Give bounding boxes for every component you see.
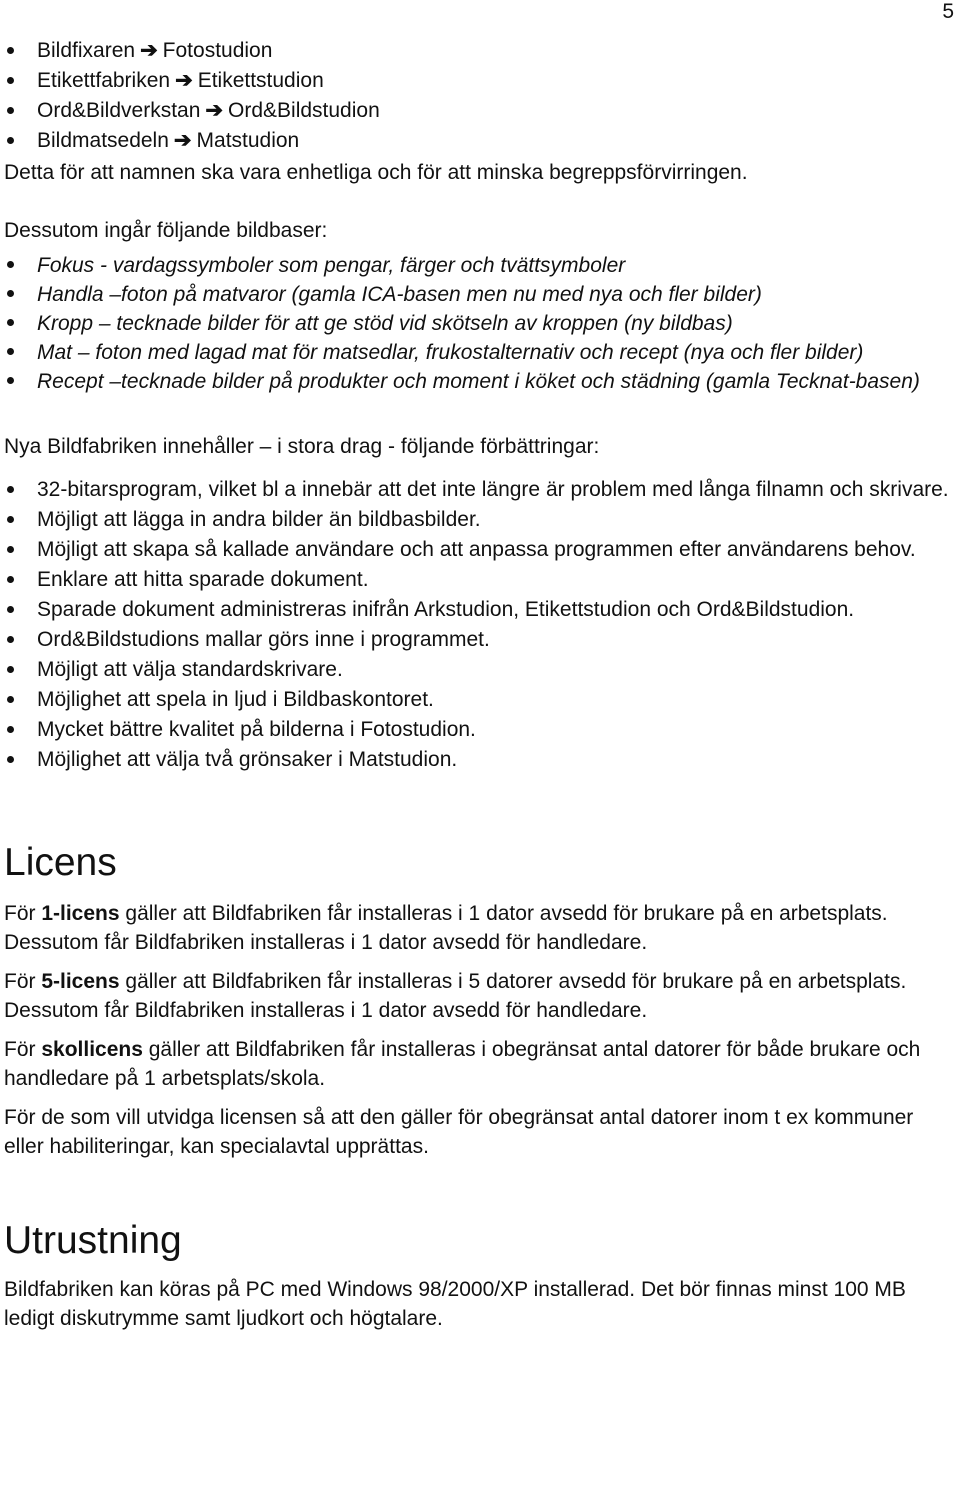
list-item: 32-bitarsprogram, vilket bl a innebär att det inte längre är problem med långa filnamn och skrivare. (4, 475, 958, 505)
arrow-right-icon: ➔ (173, 129, 192, 152)
licens-paragraph: För 5-licens gäller att Bildfabriken får installeras i 5 datorer avsedd för brukare på en arbetsplats. Dessutom får Bildfabriken installeras i 1 dator avsedd för handledare. (4, 970, 907, 1022)
list-item (4, 96, 958, 126)
list-item: Kropp – tecknade bilder för att ge stöd vid skötseln av kroppen (ny bildbas) (4, 309, 958, 338)
studio-rename-list (4, 36, 958, 156)
arrow-right-icon: ➔ (140, 39, 158, 62)
list-item: Möjlighet att välja två grönsaker i Matstudion. (4, 745, 958, 775)
licens-heading: Licens (4, 841, 117, 884)
old-name: Bildmatsedeln (37, 129, 169, 152)
page-number: 5 (942, 0, 954, 23)
list-item: Möjligt att skapa så kallade användare och att anpassa programmen efter användarens behov. (4, 535, 958, 565)
new-name: Matstudion (196, 129, 300, 152)
arrow-right-icon: ➔ (205, 99, 224, 122)
list-item: Mycket bättre kvalitet på bilderna i Fotostudion. (4, 715, 958, 745)
list-item: Möjlighet att spela in ljud i Bildbaskontoret. (4, 685, 958, 715)
list-item: Fokus - vardagssymboler som pengar, färger och tvättsymboler (4, 251, 958, 280)
improvements-list (4, 475, 958, 775)
list-item: Möjligt att lägga in andra bilder än bildbasbilder. (4, 505, 958, 535)
improvements-intro: Nya Bildfabriken innehåller – i stora drag - följande förbättringar: (4, 435, 600, 458)
list-item (4, 126, 958, 156)
bildbaser-intro: Dessutom ingår följande bildbaser: (4, 219, 328, 242)
list-item: Möjligt att välja standardskrivare. (4, 655, 958, 685)
arrow-right-icon: ➔ (175, 69, 193, 92)
old-name: Bildfixaren (37, 39, 136, 62)
new-name: Etikettstudion (197, 69, 324, 92)
utrustning-paragraph: Bildfabriken kan köras på PC med Windows 98/2000/XP installerad. Det bör finnas minst 100 MB ledigt diskutrymme samt ljudkort och högtalare. (4, 1278, 906, 1330)
list-item: Mat – foton med lagad mat för matsedlar, frukostalternativ och recept (nya och fler bilder) (4, 338, 958, 367)
old-name: Ord&Bildverkstan (37, 99, 201, 122)
licens-paragraph: För skollicens gäller att Bildfabriken får installeras i obegränsat antal datorer för både brukare och handledare på 1 arbetsplats/skola. (4, 1038, 921, 1090)
list-item: Enklare att hitta sparade dokument. (4, 565, 958, 595)
bildbaser-list (4, 251, 958, 396)
rename-note: Detta för att namnen ska vara enhetliga och för att minska begreppsförvirringen. (4, 161, 748, 184)
list-item (4, 36, 958, 66)
new-name: Ord&Bildstudion (228, 99, 380, 122)
list-item: Recept –tecknade bilder på produkter och moment i köket och städning (gamla Tecknat-basen) (4, 367, 958, 396)
list-item: Handla –foton på matvaror (gamla ICA-basen men nu med nya och fler bilder) (4, 280, 958, 309)
new-name: Fotostudion (162, 39, 273, 62)
list-item (4, 66, 958, 96)
old-name: Etikettfabriken (37, 69, 171, 92)
utrustning-heading: Utrustning (4, 1219, 182, 1262)
document-page (4, 36, 958, 1333)
licens-paragraph: För 1-licens gäller att Bildfabriken får installeras i 1 dator avsedd för brukare på en arbetsplats. Dessutom får Bildfabriken installeras i 1 dator avsedd för handledare. (4, 902, 888, 954)
licens-paragraph: För de som vill utvidga licensen så att den gäller för obegränsat antal datorer inom t ex kommuner eller habiliteringar, kan specialavtal upprättas. (4, 1106, 914, 1158)
list-item: Ord&Bildstudions mallar görs inne i programmet. (4, 625, 958, 655)
list-item: Sparade dokument administreras inifrån Arkstudion, Etikettstudion och Ord&Bildstudion. (4, 595, 958, 625)
